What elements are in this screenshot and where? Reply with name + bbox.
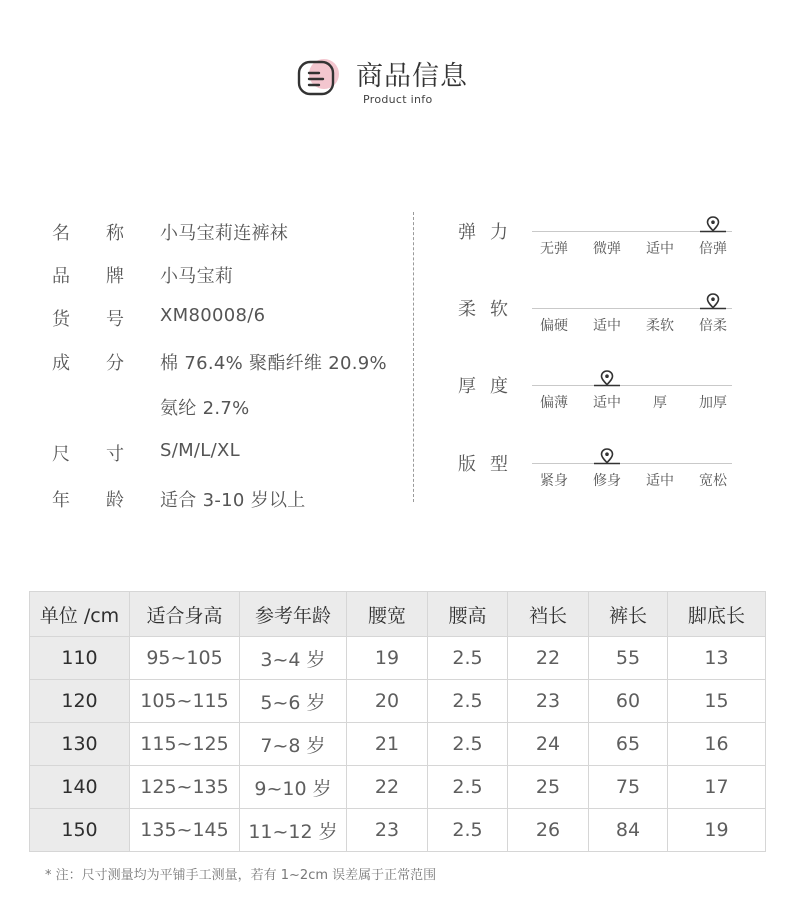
table-cell: 25	[508, 766, 589, 809]
scale-option: 适中	[646, 473, 674, 489]
scale-option: 适中	[593, 318, 621, 334]
attr-elasticity	[458, 218, 758, 278]
table-cell: 140	[30, 766, 130, 809]
table-cell: 115~125	[130, 723, 240, 766]
info-value: 氨纶 2.7%	[160, 398, 250, 419]
vertical-divider	[413, 212, 414, 502]
table-cell: 84	[589, 809, 668, 852]
document-list-icon	[293, 52, 343, 102]
scale-option: 偏硬	[540, 318, 568, 334]
page-subtitle: Product info	[363, 93, 433, 106]
column-header: 单位 /cm	[30, 592, 130, 637]
scale-line	[532, 385, 732, 386]
table-cell: 2.5	[428, 637, 508, 680]
table-cell: 16	[668, 723, 766, 766]
table-cell: 2.5	[428, 766, 508, 809]
info-label: 名 称	[52, 223, 124, 244]
scale-option: 倍柔	[699, 318, 727, 334]
info-label: 尺 寸	[52, 444, 124, 465]
scale-option: 修身	[593, 473, 621, 489]
scale-line	[532, 463, 732, 464]
selected-marker-pin-icon	[700, 292, 726, 310]
column-header: 裤长	[589, 592, 668, 637]
selected-marker-pin-icon	[594, 369, 620, 387]
table-cell: 150	[30, 809, 130, 852]
attr-label: 柔 软	[458, 299, 508, 320]
table-cell: 23	[508, 680, 589, 723]
table-cell: 21	[347, 723, 428, 766]
table-cell: 2.5	[428, 809, 508, 852]
info-value: XM80008/6	[160, 305, 266, 326]
scale-option: 无弹	[540, 241, 568, 257]
table-cell: 20	[347, 680, 428, 723]
table-cell: 95~105	[130, 637, 240, 680]
column-header: 裆长	[508, 592, 589, 637]
table-cell: 65	[589, 723, 668, 766]
info-value: 小马宝莉	[160, 266, 234, 287]
table-cell: 9~10 岁	[240, 766, 347, 809]
table-cell: 3~4 岁	[240, 637, 347, 680]
table-cell: 2.5	[428, 680, 508, 723]
table-row	[30, 723, 766, 766]
column-header: 脚底长	[668, 592, 766, 637]
table-cell: 125~135	[130, 766, 240, 809]
info-value: 棉 76.4% 聚酯纤维 20.9%	[160, 353, 387, 374]
table-cell: 13	[668, 637, 766, 680]
attr-fit	[458, 450, 758, 510]
table-row	[30, 637, 766, 680]
attr-label: 弹 力	[458, 222, 508, 243]
table-cell: 105~115	[130, 680, 240, 723]
scale-option: 紧身	[540, 473, 568, 489]
table-cell: 110	[30, 637, 130, 680]
info-label: 成 分	[52, 353, 124, 374]
table-cell: 22	[508, 637, 589, 680]
table-cell: 7~8 岁	[240, 723, 347, 766]
info-label: 货 号	[52, 309, 124, 330]
info-label: 品 牌	[52, 266, 124, 287]
measurement-note: * 注：尺寸测量均为平铺手工测量，若有 1~2cm 误差属于正常范围	[45, 868, 437, 883]
info-value: 适合 3-10 岁以上	[160, 490, 306, 511]
column-header: 参考年龄	[240, 592, 347, 637]
selected-marker-pin-icon	[594, 447, 620, 465]
table-cell: 2.5	[428, 723, 508, 766]
attr-softness	[458, 295, 758, 355]
table-cell: 23	[347, 809, 428, 852]
table-cell: 130	[30, 723, 130, 766]
table-cell: 60	[589, 680, 668, 723]
table-cell: 135~145	[130, 809, 240, 852]
table-cell: 15	[668, 680, 766, 723]
table-row	[30, 680, 766, 723]
scale-option: 倍弹	[699, 241, 727, 257]
column-header: 适合身高	[130, 592, 240, 637]
table-cell: 120	[30, 680, 130, 723]
scale-option: 厚	[653, 395, 667, 411]
scale-option: 偏薄	[540, 395, 568, 411]
scale-option: 适中	[646, 241, 674, 257]
scale-option: 柔软	[646, 318, 674, 334]
table-cell: 19	[668, 809, 766, 852]
selected-marker-pin-icon	[700, 215, 726, 233]
table-header-row	[30, 592, 766, 637]
info-label: 年 龄	[52, 490, 124, 511]
scale-option: 适中	[593, 395, 621, 411]
size-table	[29, 591, 766, 852]
column-header: 腰宽	[347, 592, 428, 637]
table-cell: 24	[508, 723, 589, 766]
table-row	[30, 766, 766, 809]
table-cell: 19	[347, 637, 428, 680]
table-cell: 11~12 岁	[240, 809, 347, 852]
page-title: 商品信息	[356, 61, 468, 92]
scale-option: 加厚	[699, 395, 727, 411]
scale-option: 微弹	[593, 241, 621, 257]
table-cell: 5~6 岁	[240, 680, 347, 723]
attr-label: 厚 度	[458, 376, 508, 397]
table-row	[30, 809, 766, 852]
info-value: S/M/L/XL	[160, 440, 240, 461]
table-cell: 22	[347, 766, 428, 809]
attr-label: 版 型	[458, 454, 508, 475]
info-value: 小马宝莉连裤袜	[160, 223, 289, 244]
table-cell: 55	[589, 637, 668, 680]
table-cell: 17	[668, 766, 766, 809]
attr-thickness	[458, 372, 758, 432]
table-cell: 75	[589, 766, 668, 809]
scale-option: 宽松	[699, 473, 727, 489]
column-header: 腰高	[428, 592, 508, 637]
table-cell: 26	[508, 809, 589, 852]
